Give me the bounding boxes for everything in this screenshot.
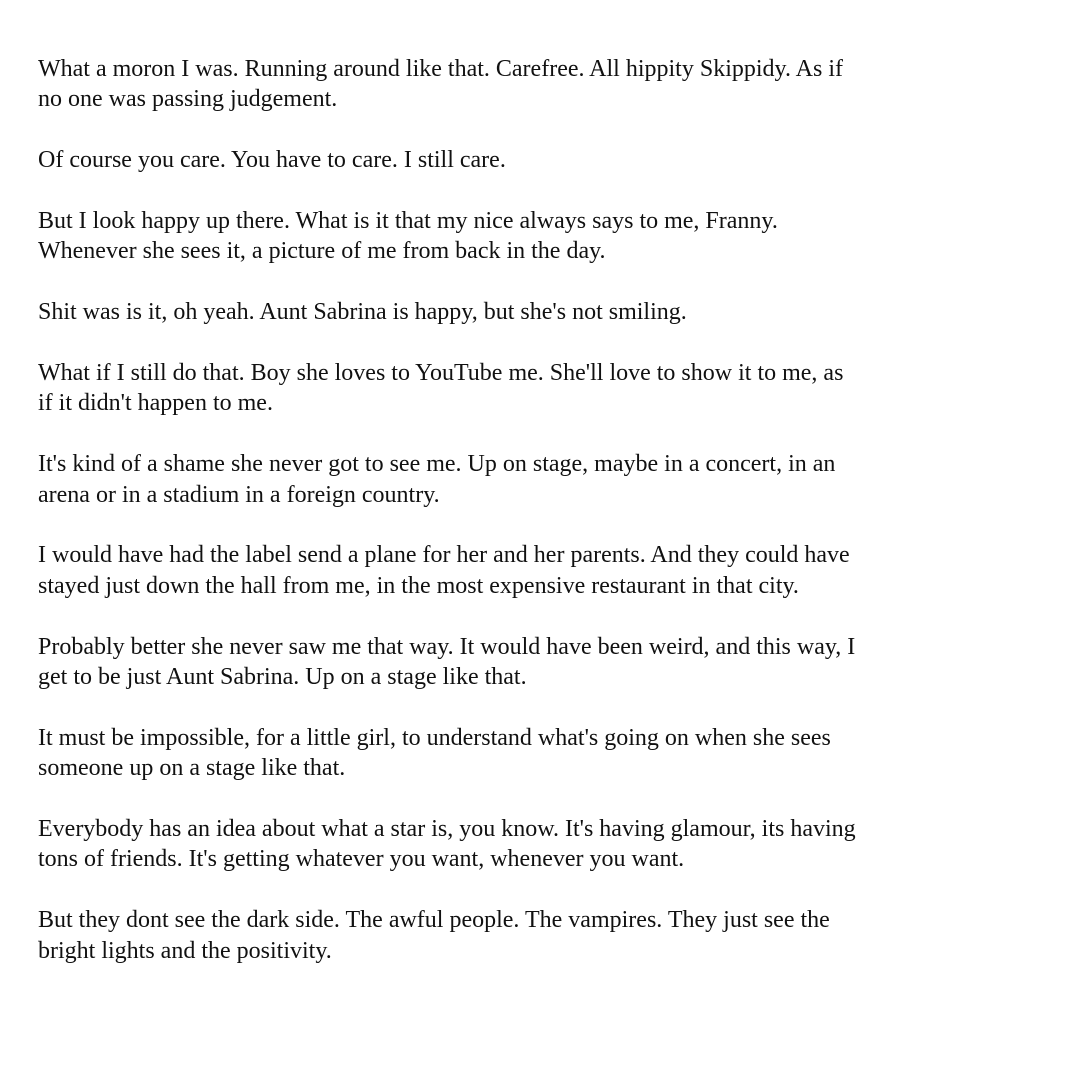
paragraph: What a moron I was. Running around like that. Carefree. All hippity Skippidy. As if no one was passing judgement. xyxy=(38,56,843,113)
paragraph: Of course you care. You have to care. I still care. xyxy=(38,147,506,174)
paragraph: Everybody has an idea about what a star is, you know. It's having glamour, its having tons of friends. It's getting whatever you want, whenever you want. xyxy=(38,816,856,873)
paragraph: It's kind of a shame she never got to see me. Up on stage, maybe in a concert, in an arena or in a stadium in a foreign country. xyxy=(38,451,836,508)
paragraph: Shit was is it, oh yeah. Aunt Sabrina is happy, but she's not smiling. xyxy=(38,299,687,326)
document-body xyxy=(38,54,858,996)
paragraph: I would have had the label send a plane for her and her parents. And they could have stayed just down the hall from me, in the most expensive restaurant in that city. xyxy=(38,542,850,599)
paragraph: Probably better she never saw me that way. It would have been weird, and this way, I get to be just Aunt Sabrina. Up on a stage like that. xyxy=(38,633,856,691)
paragraph: But I look happy up there. What is it that my nice always says to me, Franny. Whenever she sees it, a picture of me from back in the day. xyxy=(38,208,778,265)
paragraph: What if I still do that. Boy she loves to YouTube me. She'll love to show it to me, as if it didn't happen to me. xyxy=(38,360,844,417)
paragraph: It must be impossible, for a little girl, to understand what's going on when she sees someone up on a stage like that. xyxy=(38,724,831,782)
paragraph: But they dont see the dark side. The awful people. The vampires. They just see the bright lights and the positivity. xyxy=(38,907,830,964)
